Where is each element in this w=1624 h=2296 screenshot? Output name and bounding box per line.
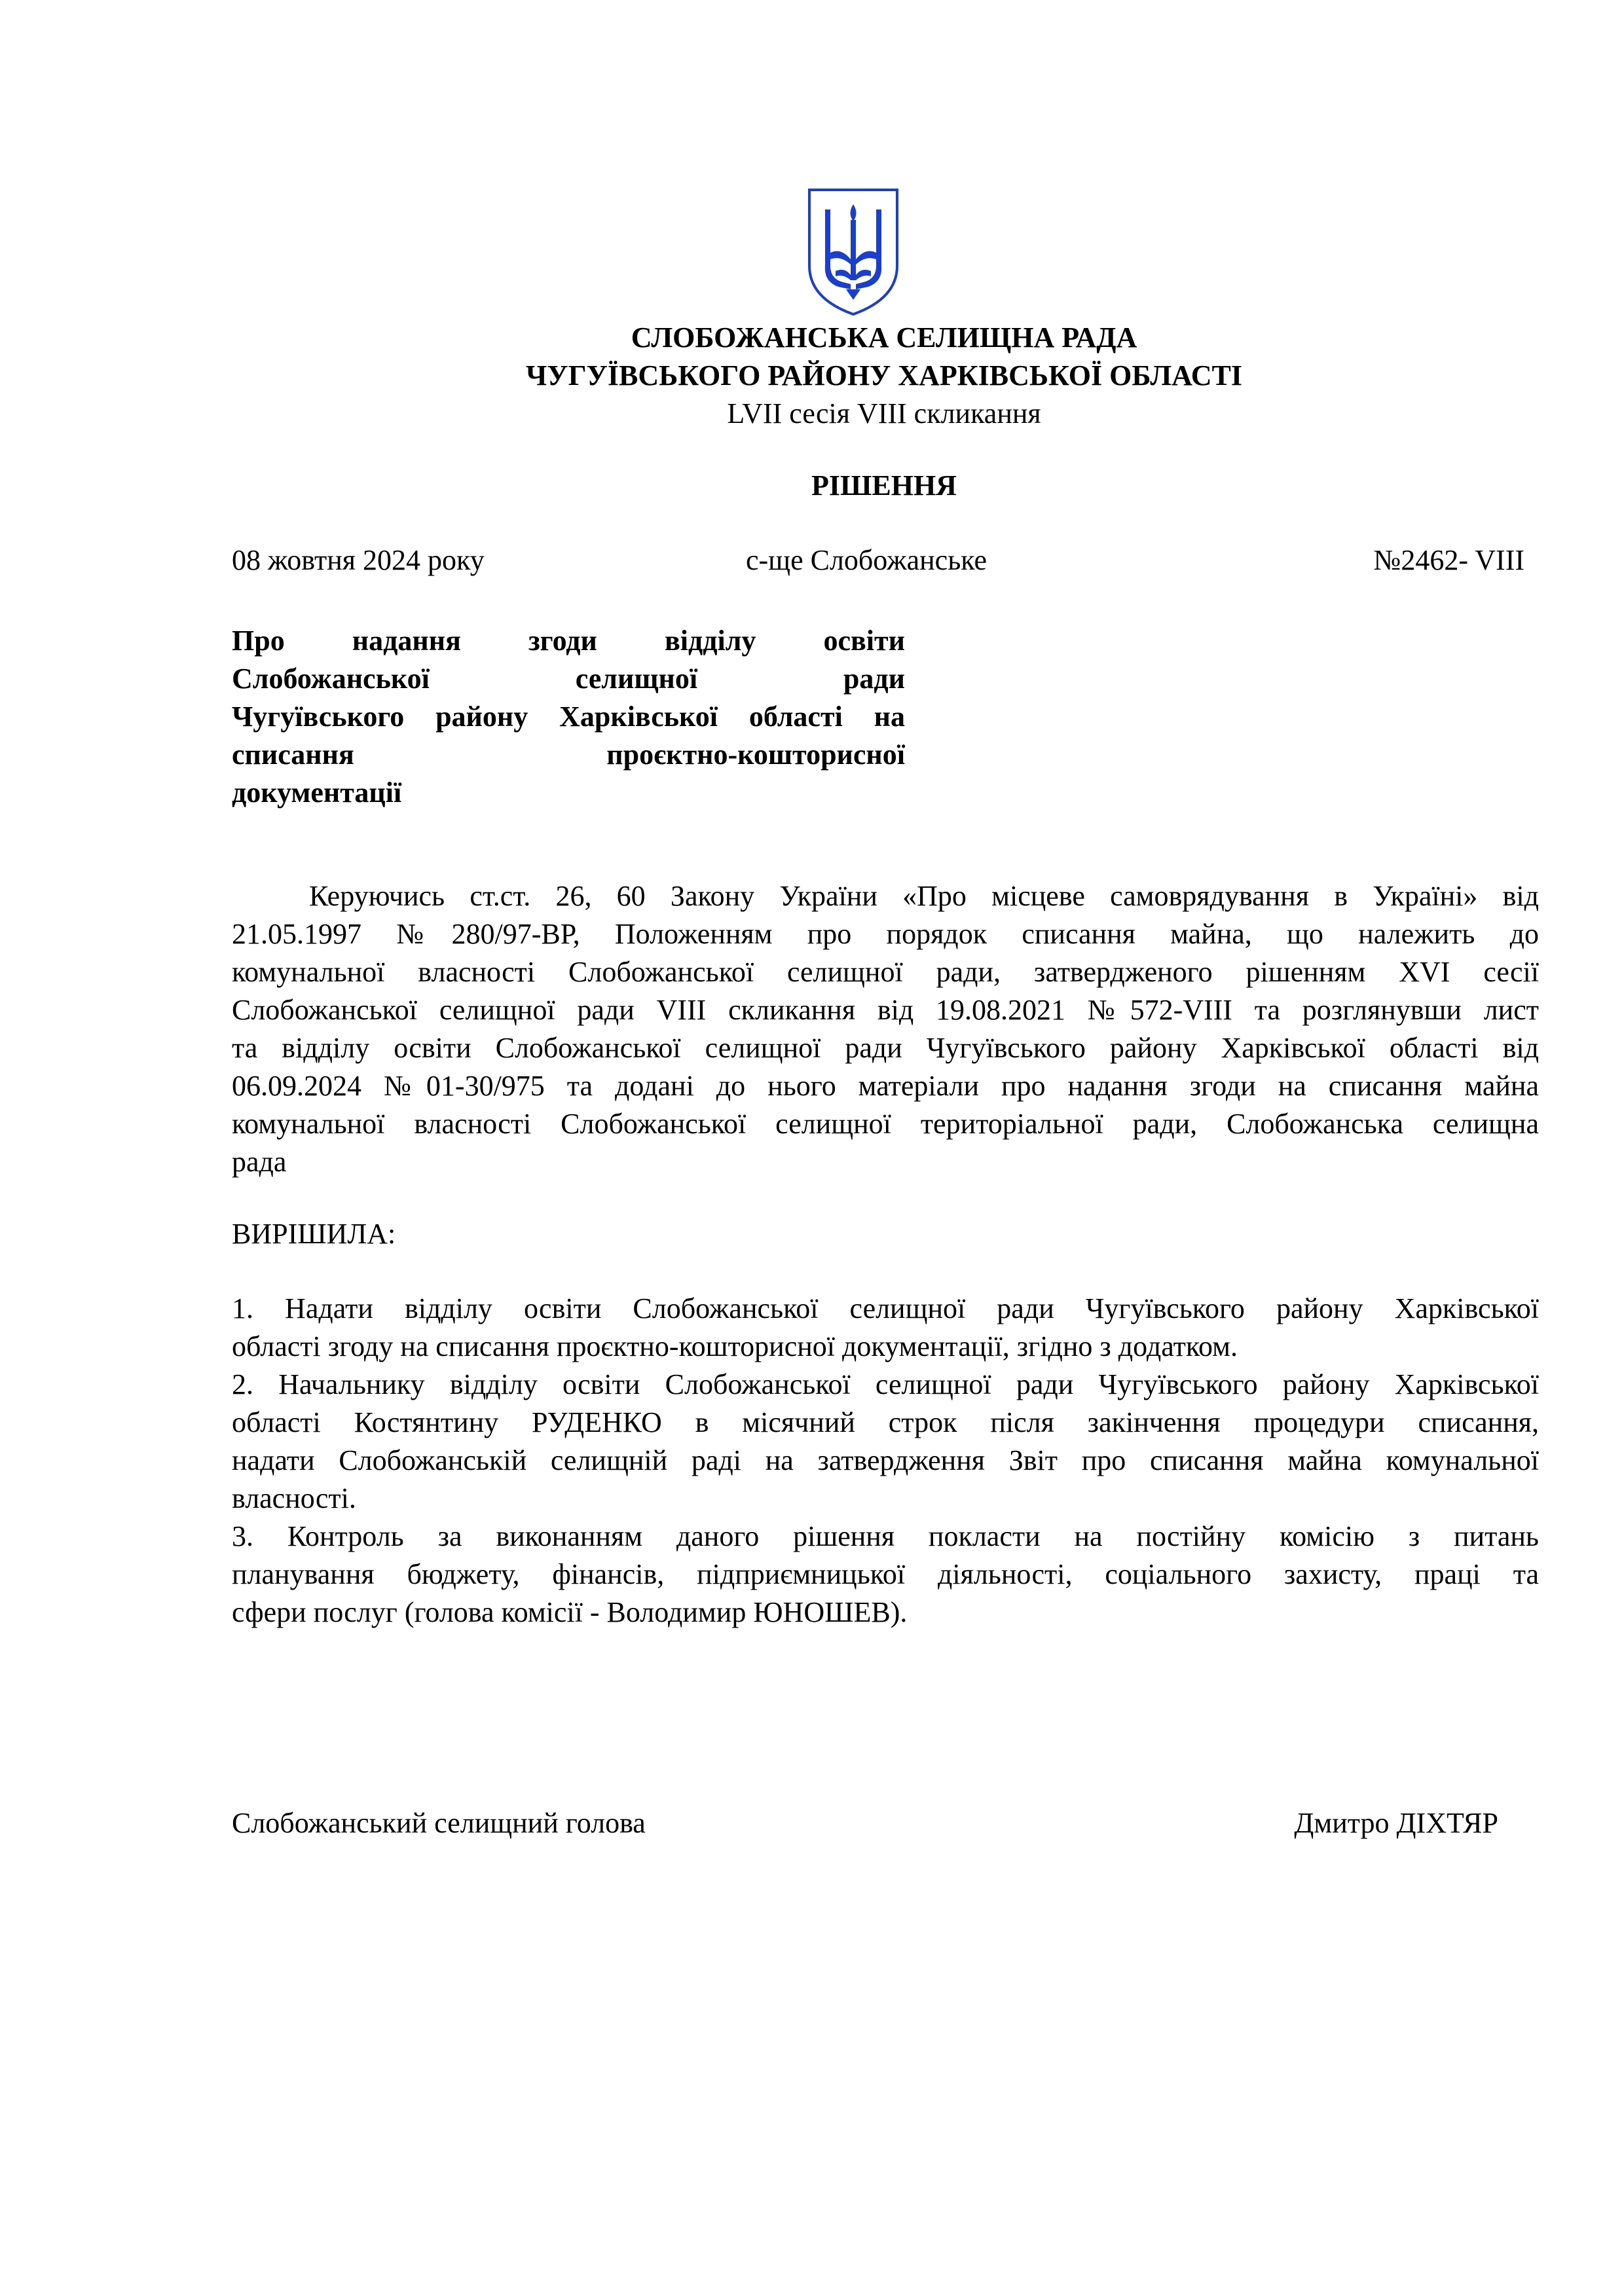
session-info: LVII сесія VIII скликання	[727, 397, 1041, 429]
item-line: 1. Надати відділу освіти Слобожанської селищної ради Чугуївського району Харківської	[232, 1292, 1539, 1324]
decision-number: №2462- VIII	[1373, 544, 1524, 576]
subject-line: списання проєктно-кошторисної	[232, 738, 905, 771]
preamble-line: комунальної власності Слобожанської селищної ради, затвердженого рішенням XVI сесії	[232, 956, 1539, 988]
preamble-line: 06.09.2024 №01-30/975 та додані до нього матеріали про надання згоди на списання майна	[232, 1070, 1539, 1102]
item-line: сфери послуг (голова комісії - Володимир ЮНОШЕВ).	[232, 1596, 908, 1628]
item-line: планування бюджету, фінансів, підприємницької діяльності, соціального захисту, праці та	[232, 1558, 1539, 1590]
decision-place: с-ще Слобожанське	[746, 544, 987, 576]
subject-line: Слобожанської селищної ради	[232, 663, 905, 695]
decision-date: 08 жовтня 2024 року	[232, 544, 485, 576]
subject-line: Чугуївського району Харківської області на	[232, 701, 905, 733]
trident-coat-of-arms-icon	[807, 187, 900, 317]
preamble-line: комунальної власності Слобожанської селищної територіальної ради, Слобожанська селищна	[232, 1108, 1539, 1140]
decision-subject	[232, 622, 905, 812]
item-line: 2. Начальнику відділу освіти Слобожанської селищної ради Чугуївського району Харківської	[232, 1368, 1539, 1400]
preamble-line: рада	[232, 1146, 287, 1178]
preamble-paragraph	[232, 877, 1539, 1181]
document-type-title: РІШЕННЯ	[811, 469, 957, 501]
decision-items	[232, 1290, 1539, 1631]
preamble-line: та відділу освіти Слобожанської селищної ради Чугуївського району Харківської області від	[232, 1032, 1539, 1064]
item-line: власності.	[232, 1482, 356, 1514]
preamble-line: Керуючись ст.ст. 26, 60 Закону України «Про місцеве самоврядування в Україні» від	[309, 880, 1539, 912]
council-name: СЛОБОЖАНСЬКА СЕЛИЩНА РАДА	[631, 321, 1137, 354]
subject-line: документації	[232, 776, 402, 809]
signatory-role: Слобожанський селищний голова	[232, 1807, 646, 1839]
signatory-name: Дмитро ДІХТЯР	[1294, 1807, 1498, 1839]
item-line: області згоду на списання проєктно-кошторисної документації, згідно з додатком.	[232, 1330, 1238, 1362]
item-line: 3. Контроль за виконанням даного рішення покласти на постійну комісію з питань	[232, 1520, 1539, 1552]
item-line: області Костянтину РУДЕНКО в місячний строк після закінчення процедури списання,	[232, 1406, 1539, 1438]
decision-meta-row	[232, 542, 1524, 581]
preamble-line: 21.05.1997 №280/97-ВР, Положенням про порядок списання майна, що належить до	[232, 918, 1539, 950]
district-region: ЧУГУЇВСЬКОГО РАЙОНУ ХАРКІВСЬКОЇ ОБЛАСТІ	[525, 359, 1242, 392]
resolved-label: ВИРІШИЛА:	[232, 1218, 396, 1250]
preamble-line: Слобожанської селищної ради VIII скликання від 19.08.2021 №572-VIII та розглянувши лист	[232, 994, 1539, 1026]
subject-line: Про надання згоди відділу освіти	[232, 625, 905, 657]
item-line: надати Слобожанській селищній раді на затвердження Звіт про списання майна комунальної	[232, 1444, 1539, 1476]
